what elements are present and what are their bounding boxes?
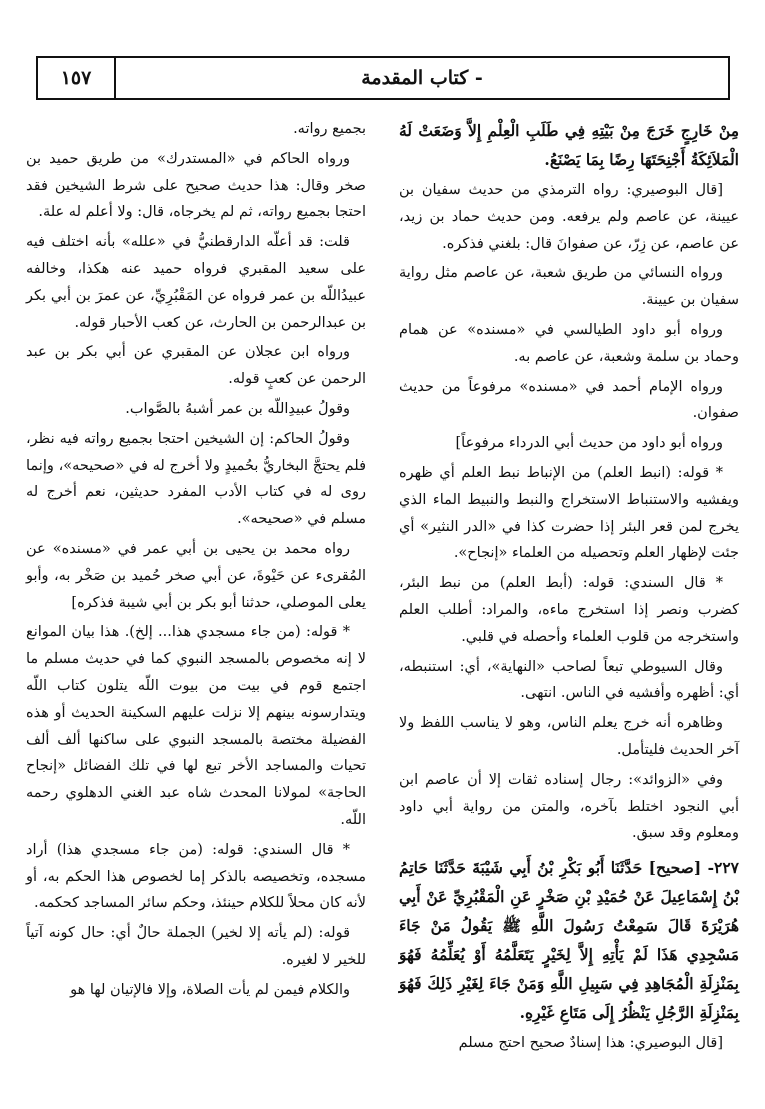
paragraph: بجميع رواته. (293, 121, 366, 137)
hadith-text: مِنْ خَارِجٍ خَرَجَ مِنْ بَيْتِهِ فِي طَلَبِ الْعِلْمِ إِلاَّ وَضَعَتْ لَهُ الْمَلاَئِكَةُ أَجْنِحَتَهَا رِضًا بِمَا يَصْنَعُ. (399, 121, 739, 169)
paragraph: [قال البوصيري: رواه الترمذي من حديث سفيان بن عيينة، عن عاصم ولم يرفعه. ومن حديث حماد بن زيد، عن عاصم، عن زِرّ، عن صفوانَ قال: بلغني فذكره. (399, 182, 739, 252)
paragraph: والكلام فيمن لم يأت الصلاة، وإلا فالإتيان لها هو (70, 981, 350, 998)
paragraph: وظاهره أنه خرج يعلم الناس، وهو لا يناسب اللفظ ولا آخر الحديث فليتأمل. (399, 715, 739, 758)
paragraph: وفي «الزوائد»: رجال إسناده ثقات إلا أن عاصم ابن أبي النجود اختلط بآخره، والمتن من رواية أبي داود ومعلوم وقد سبق. (399, 771, 739, 842)
paragraph: وقولُ الحاكم: إن الشيخين احتجا بجميع رواته فيه نظر، فلم يحتجَّ البخاريُّ بحُميدٍ ولا أخرج له في «صحيحه»، وإنما روى له في كتاب الأدب المفرد حديثين، نعم أخرج له مسلم في «صحيحه». (26, 430, 366, 528)
paragraph: ورواه ابن عجلان عن المقبري عن أبي بكر بن عبد الرحمن عن كعبٍ قوله. (26, 344, 366, 388)
commentary-paragraph: * قوله: (من جاء مسجدي هذا... إلخ). هذا بيان الموانع لا إنه مخصوص بالمسجد النبوي كما في حديث مسلم ما اجتمع قوم في بيت من بيوت اللّه يتلون كتاب اللّه ويتدارسونه بينهم إلا نزلت عليهم السكينة الحديث أو هذه الفضيلة مختصة بالمسجد النبوي على ساكنها ألف ألف تحيات والمساجد الأخر تبع لها في تلك الفضائل «إنجاح الحاجة» لمولانا المحدث شاه عبد الغني الدهلوي رحمه اللّه. (26, 624, 366, 828)
paragraph: ورواه الإمام أحمد في «مسنده» مرفوعاً من حديث صفوان. (399, 378, 739, 422)
commentary-paragraph: * قال السندي: قوله: (أبط العلم) من نبط البئر، كضرب ونصر إذا استخرج ماءه، والمراد: أطلب العلم واستخرجه من قلوب العلماء وأحصله في قلبي. (399, 575, 739, 645)
right-column (399, 116, 739, 1060)
hadith-text: ٢٢٧- [صحيح] حَدَّثَنَا أَبُو بَكْرِ بْنُ أَبِي شَيْبَةَ حَدَّثَنَا حَاتِمُ بْنُ إِسْمَاعِيلَ عَنْ حُمَيْدِ بْنِ صَخْرٍ عَنِ الْمَقْبُرِيِّ عَنْ أَبِي هُرَيْرَةَ قَالَ سَمِعْتُ رَسُولَ اللَّهِ ﷺ يَقُولُ مَنْ جَاءَ مَسْجِدِي هَذَا لَمْ يَأْتِهِ إِلاَّ لِخَيْرٍ يَتَعَلَّمُهُ أَوْ يُعَلِّمُهُ فَهُوَ بِمَنْزِلَةِ الْمُجَاهِدِ فِي سَبِيلِ اللَّهِ وَمَنْ جَاءَ لِغَيْرِ ذَلِكَ فَهُوَ بِمَنْزِلَةِ الرَّجُلِ يَنْظُرُ إِلَى مَتَاعِ غَيْرِهِ. (399, 858, 739, 1023)
paragraph: ورواه أبو داود الطيالسي في «مسنده» عن همام وحماد بن سلمة وشعبة، عن عاصم به. (399, 321, 739, 365)
paragraph: وقال السيوطي تبعاً لصاحب «النهاية»، أي: استنبطه، أي: أظهره وأفشيه في الناس. انتهى. (399, 658, 739, 702)
left-column (26, 116, 366, 1007)
paragraph: وقولُ عبيدِاللّه بن عمر أشبهُ بالصَّواب. (125, 400, 350, 417)
paragraph: ورواه أبو داود من حديث أبي الدرداء مرفوعاً] (455, 435, 723, 452)
commentary-paragraph: * قال السندي: قوله: (من جاء مسجدي هذا) أراد مسجده، وتخصيصه بالذكر إما لخصوص هذا الحكم به، أو لأنه كان محلاً للكلام حينئذ، وحكم سائر المساجد كحكمه. (26, 841, 366, 912)
commentary-paragraph: * قوله: (انبط العلم) من الإنباط نبط العلم أي ظهره ويفشيه والاستنباط الاستخراج والنبط والنبيط الماء الذي يخرج لمن قعر البئر إذا حضرت كذا في «الدر النثير» أي جئت لإظهار العلم وتحصيله من العلماء «إنجاح». (399, 464, 739, 562)
paragraph: ورواه الحاكم في «المستدرك» من طريق حميد بن صخر وقال: هذا حديث صحيح على شرط الشيخين فقد احتجا بجميع رواته، ثم لم يخرجاه، قال: ولا أعلم له علة. (26, 150, 366, 221)
page-header (36, 56, 730, 100)
paragraph: [قال البوصيري: هذا إسنادٌ صحيح احتج مسلم (458, 1035, 723, 1052)
paragraph: قلت: قد أعلّه الدارقطنيُّ في «علله» بأنه اختلف فيه على سعيد المقبري فرواه حميد عنه هكذا، وخالفه عبيدُاللّه بن عمر فرواه عن المَقْبُرِيِّ، عن عمرَ بن أبي بكر بن عبدالرحمن بن الحارث، عن كعب الأحبار قوله. (26, 234, 366, 331)
running-title: - كتاب المقدمة (361, 67, 483, 89)
page-number: ١٥٧ (38, 58, 116, 98)
paragraph: قوله: (لم يأته إلا لخير) الجملة حالٌ أي: حال كونه آتياً للخير لا لغيره. (26, 925, 366, 968)
paragraph: رواه محمد بن يحيى بن أبي عمر في «مسنده» عن المُقرىء عن حَيْوةَ، عن أبي صخر حُميد بن صَخْر به، وأبو يعلى الموصلي، حدثنا أبو بكر بن أبي شيبة فذكره] (26, 540, 366, 611)
paragraph: ورواه النسائي من طريق شعبة، عن عاصم مثل رواية سفيان بن عيينة. (399, 265, 739, 309)
